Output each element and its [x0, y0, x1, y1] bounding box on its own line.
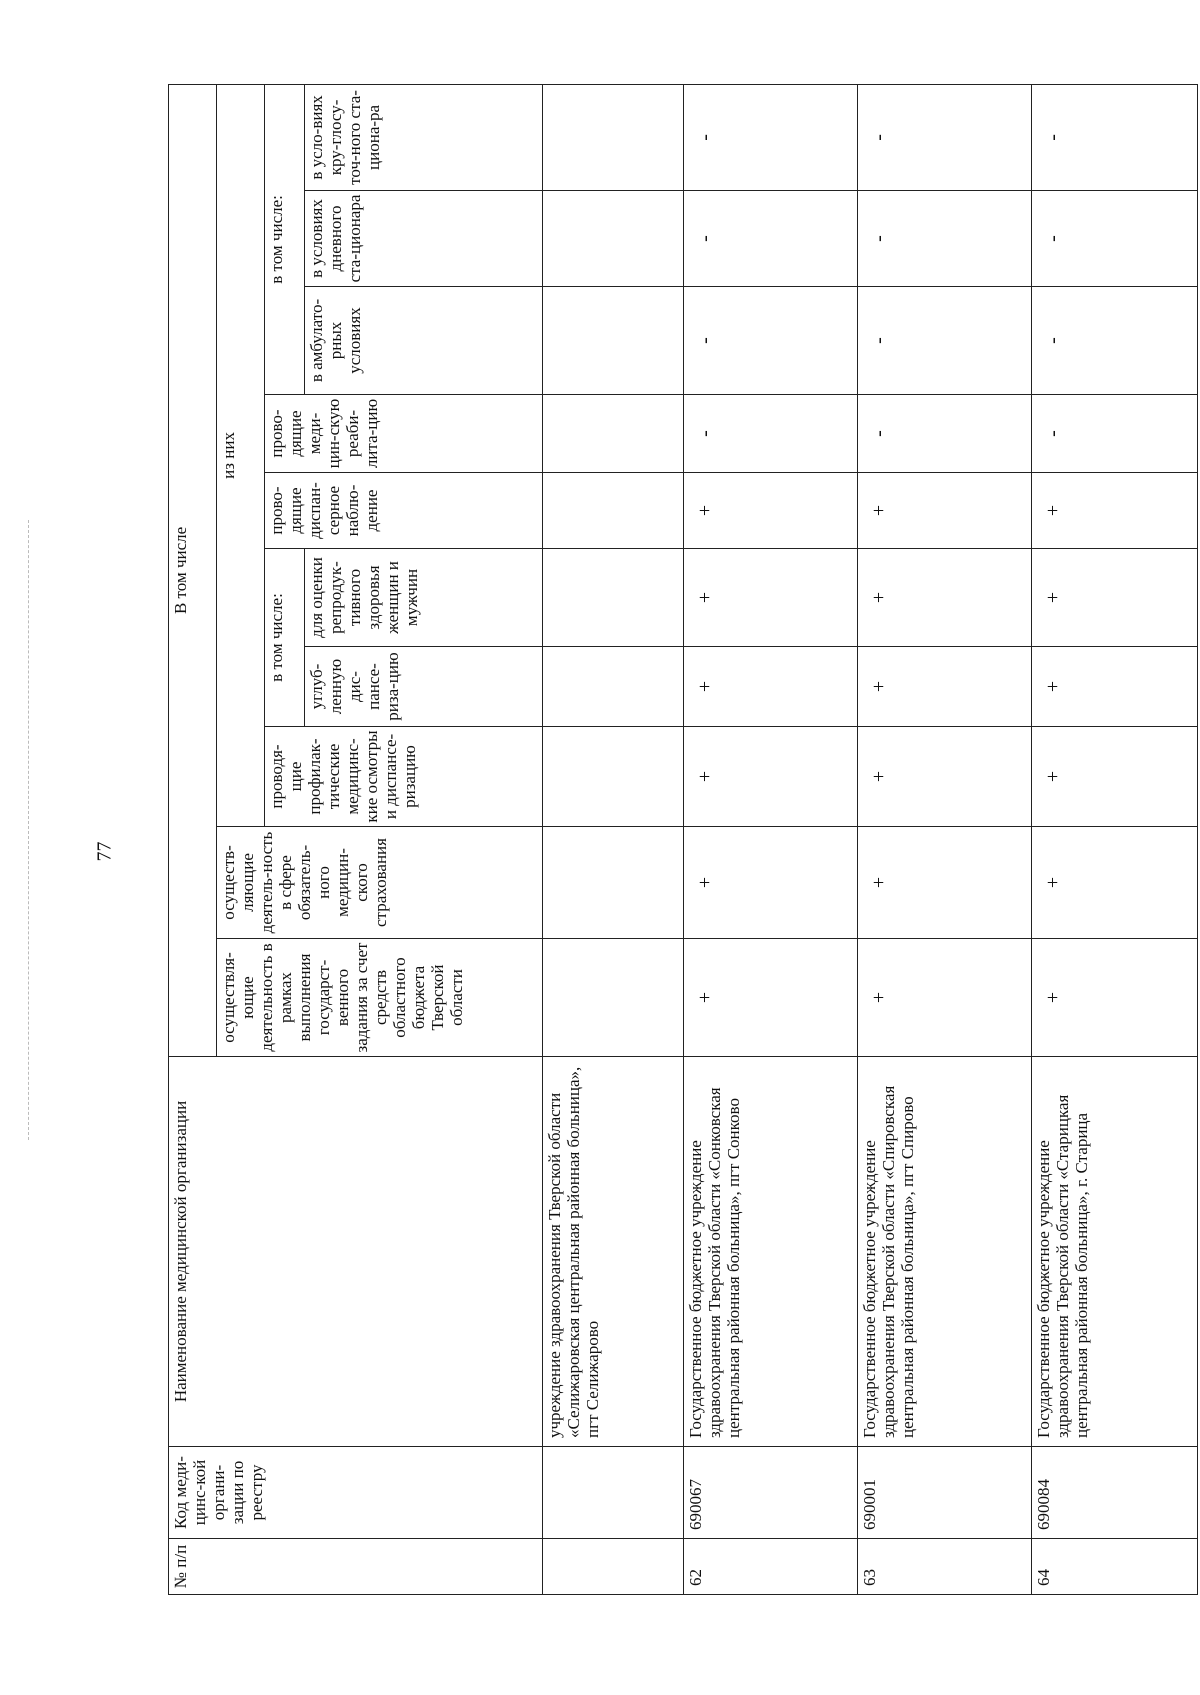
row-code	[543, 1447, 684, 1539]
header-outpatient: в амбулато-рных условиях	[305, 287, 543, 395]
cell-round-clock: -	[683, 84, 857, 190]
row-num: 64	[1031, 1539, 1197, 1595]
organizations-table	[168, 84, 1198, 1595]
table-row	[543, 84, 684, 1594]
header-oms: осуществ-ляющие деятель-ность в сфере обязатель-ного медицин-ского страхования	[217, 827, 543, 939]
cell-outpatient: -	[1031, 287, 1197, 395]
cell-deep: +	[1031, 647, 1197, 727]
cell-round-clock: -	[857, 84, 1031, 190]
cell-outpatient: -	[683, 287, 857, 395]
row-num: 63	[857, 1539, 1031, 1595]
cell-dispensary: +	[683, 473, 857, 549]
row-num	[543, 1539, 684, 1595]
cell-prophylactic: +	[857, 727, 1031, 827]
cell-state-task: +	[1031, 939, 1197, 1057]
cell-rehab: -	[1031, 395, 1197, 473]
cell-day-hospital: -	[1031, 191, 1197, 287]
cell-day-hospital: -	[683, 191, 857, 287]
cell-outpatient: -	[857, 287, 1031, 395]
row-code: 690084	[1031, 1447, 1197, 1539]
cell-reproductive: +	[857, 549, 1031, 647]
header-deep-dispensarization: углуб-ленную дис-пансе-риза-цию	[305, 647, 543, 727]
row-name: Государственное бюджетное учреждение здравоохранения Тверской области «Спировская центральная районная больница», пгт Спирово	[857, 1057, 1031, 1447]
cell-round-clock	[543, 84, 684, 190]
cell-state-task	[543, 939, 684, 1057]
table-row	[857, 84, 1031, 1594]
header-including-a: в том числе:	[265, 549, 305, 727]
row-name: Государственное бюджетное учреждение здравоохранения Тверской области «Сонковская центральная районная больница», пгт Сонково	[683, 1057, 857, 1447]
cell-oms: +	[1031, 827, 1197, 939]
cell-day-hospital	[543, 191, 684, 287]
cell-rehab: -	[857, 395, 1031, 473]
table-row	[1031, 84, 1197, 1594]
cell-dispensary	[543, 473, 684, 549]
cell-day-hospital: -	[857, 191, 1031, 287]
cell-oms	[543, 827, 684, 939]
header-rehab: прово-дящие меди-цин-скую реаби-лита-цию	[265, 395, 543, 473]
table-header	[169, 84, 543, 1594]
cell-rehab: -	[683, 395, 857, 473]
header-round-clock-hospital: в усло-виях кру-глосу-точ-ного ста-циона-ра	[305, 84, 543, 190]
cell-reproductive	[543, 549, 684, 647]
header-including-b: в том числе:	[265, 84, 305, 394]
header-state-task: осуществля-ющие деятельность в рамках выполнения государст-венного задания за счет средств областного бюджета Тверской области	[217, 939, 543, 1057]
header-prophylactic: проводя-щие профилак-тические медицинс-кие осмотры и диспансе-ризацию	[265, 727, 543, 827]
row-code: 690067	[683, 1447, 857, 1539]
rotated-table-wrapper	[168, 85, 1198, 1595]
cell-prophylactic: +	[683, 727, 857, 827]
row-num: 62	[683, 1539, 857, 1595]
cell-prophylactic	[543, 727, 684, 827]
cell-prophylactic: +	[1031, 727, 1197, 827]
scan-margin-line	[28, 520, 29, 1140]
cell-deep: +	[857, 647, 1031, 727]
cell-dispensary: +	[1031, 473, 1197, 549]
page-number: 77	[93, 841, 116, 862]
cell-oms: +	[857, 827, 1031, 939]
cell-rehab	[543, 395, 684, 473]
header-reproductive-health: для оценки репродук-тивного здоровья женщин и мужчин	[305, 549, 543, 647]
cell-state-task: +	[683, 939, 857, 1057]
cell-deep	[543, 647, 684, 727]
header-code: Код меди-цинс-кой органи-зации по реестру	[169, 1447, 543, 1539]
header-dispensary: прово-дящие диспан-серное наблю-дение	[265, 473, 543, 549]
cell-deep: +	[683, 647, 857, 727]
header-num: № п/п	[169, 1539, 543, 1595]
cell-round-clock: -	[1031, 84, 1197, 190]
cell-reproductive: +	[683, 549, 857, 647]
header-of-them: из них	[217, 84, 265, 826]
header-day-hospital: в условиях дневного ста-ционара	[305, 191, 543, 287]
row-name: учреждение здравоохранения Тверской области «Селижаровская центральная районная больница», пгт Селижарово	[543, 1057, 684, 1447]
cell-dispensary: +	[857, 473, 1031, 549]
header-name: Наименование медицинской организации	[169, 1057, 543, 1447]
cell-outpatient	[543, 287, 684, 395]
row-name: Государственное бюджетное учреждение здравоохранения Тверской области «Старицкая центральная районная больница», г. Старица	[1031, 1057, 1197, 1447]
cell-reproductive: +	[1031, 549, 1197, 647]
cell-state-task: +	[857, 939, 1031, 1057]
row-code: 690001	[857, 1447, 1031, 1539]
header-in-total: В том числе	[169, 84, 217, 1056]
table-row	[683, 84, 857, 1594]
table-body	[543, 84, 1198, 1594]
cell-oms: +	[683, 827, 857, 939]
